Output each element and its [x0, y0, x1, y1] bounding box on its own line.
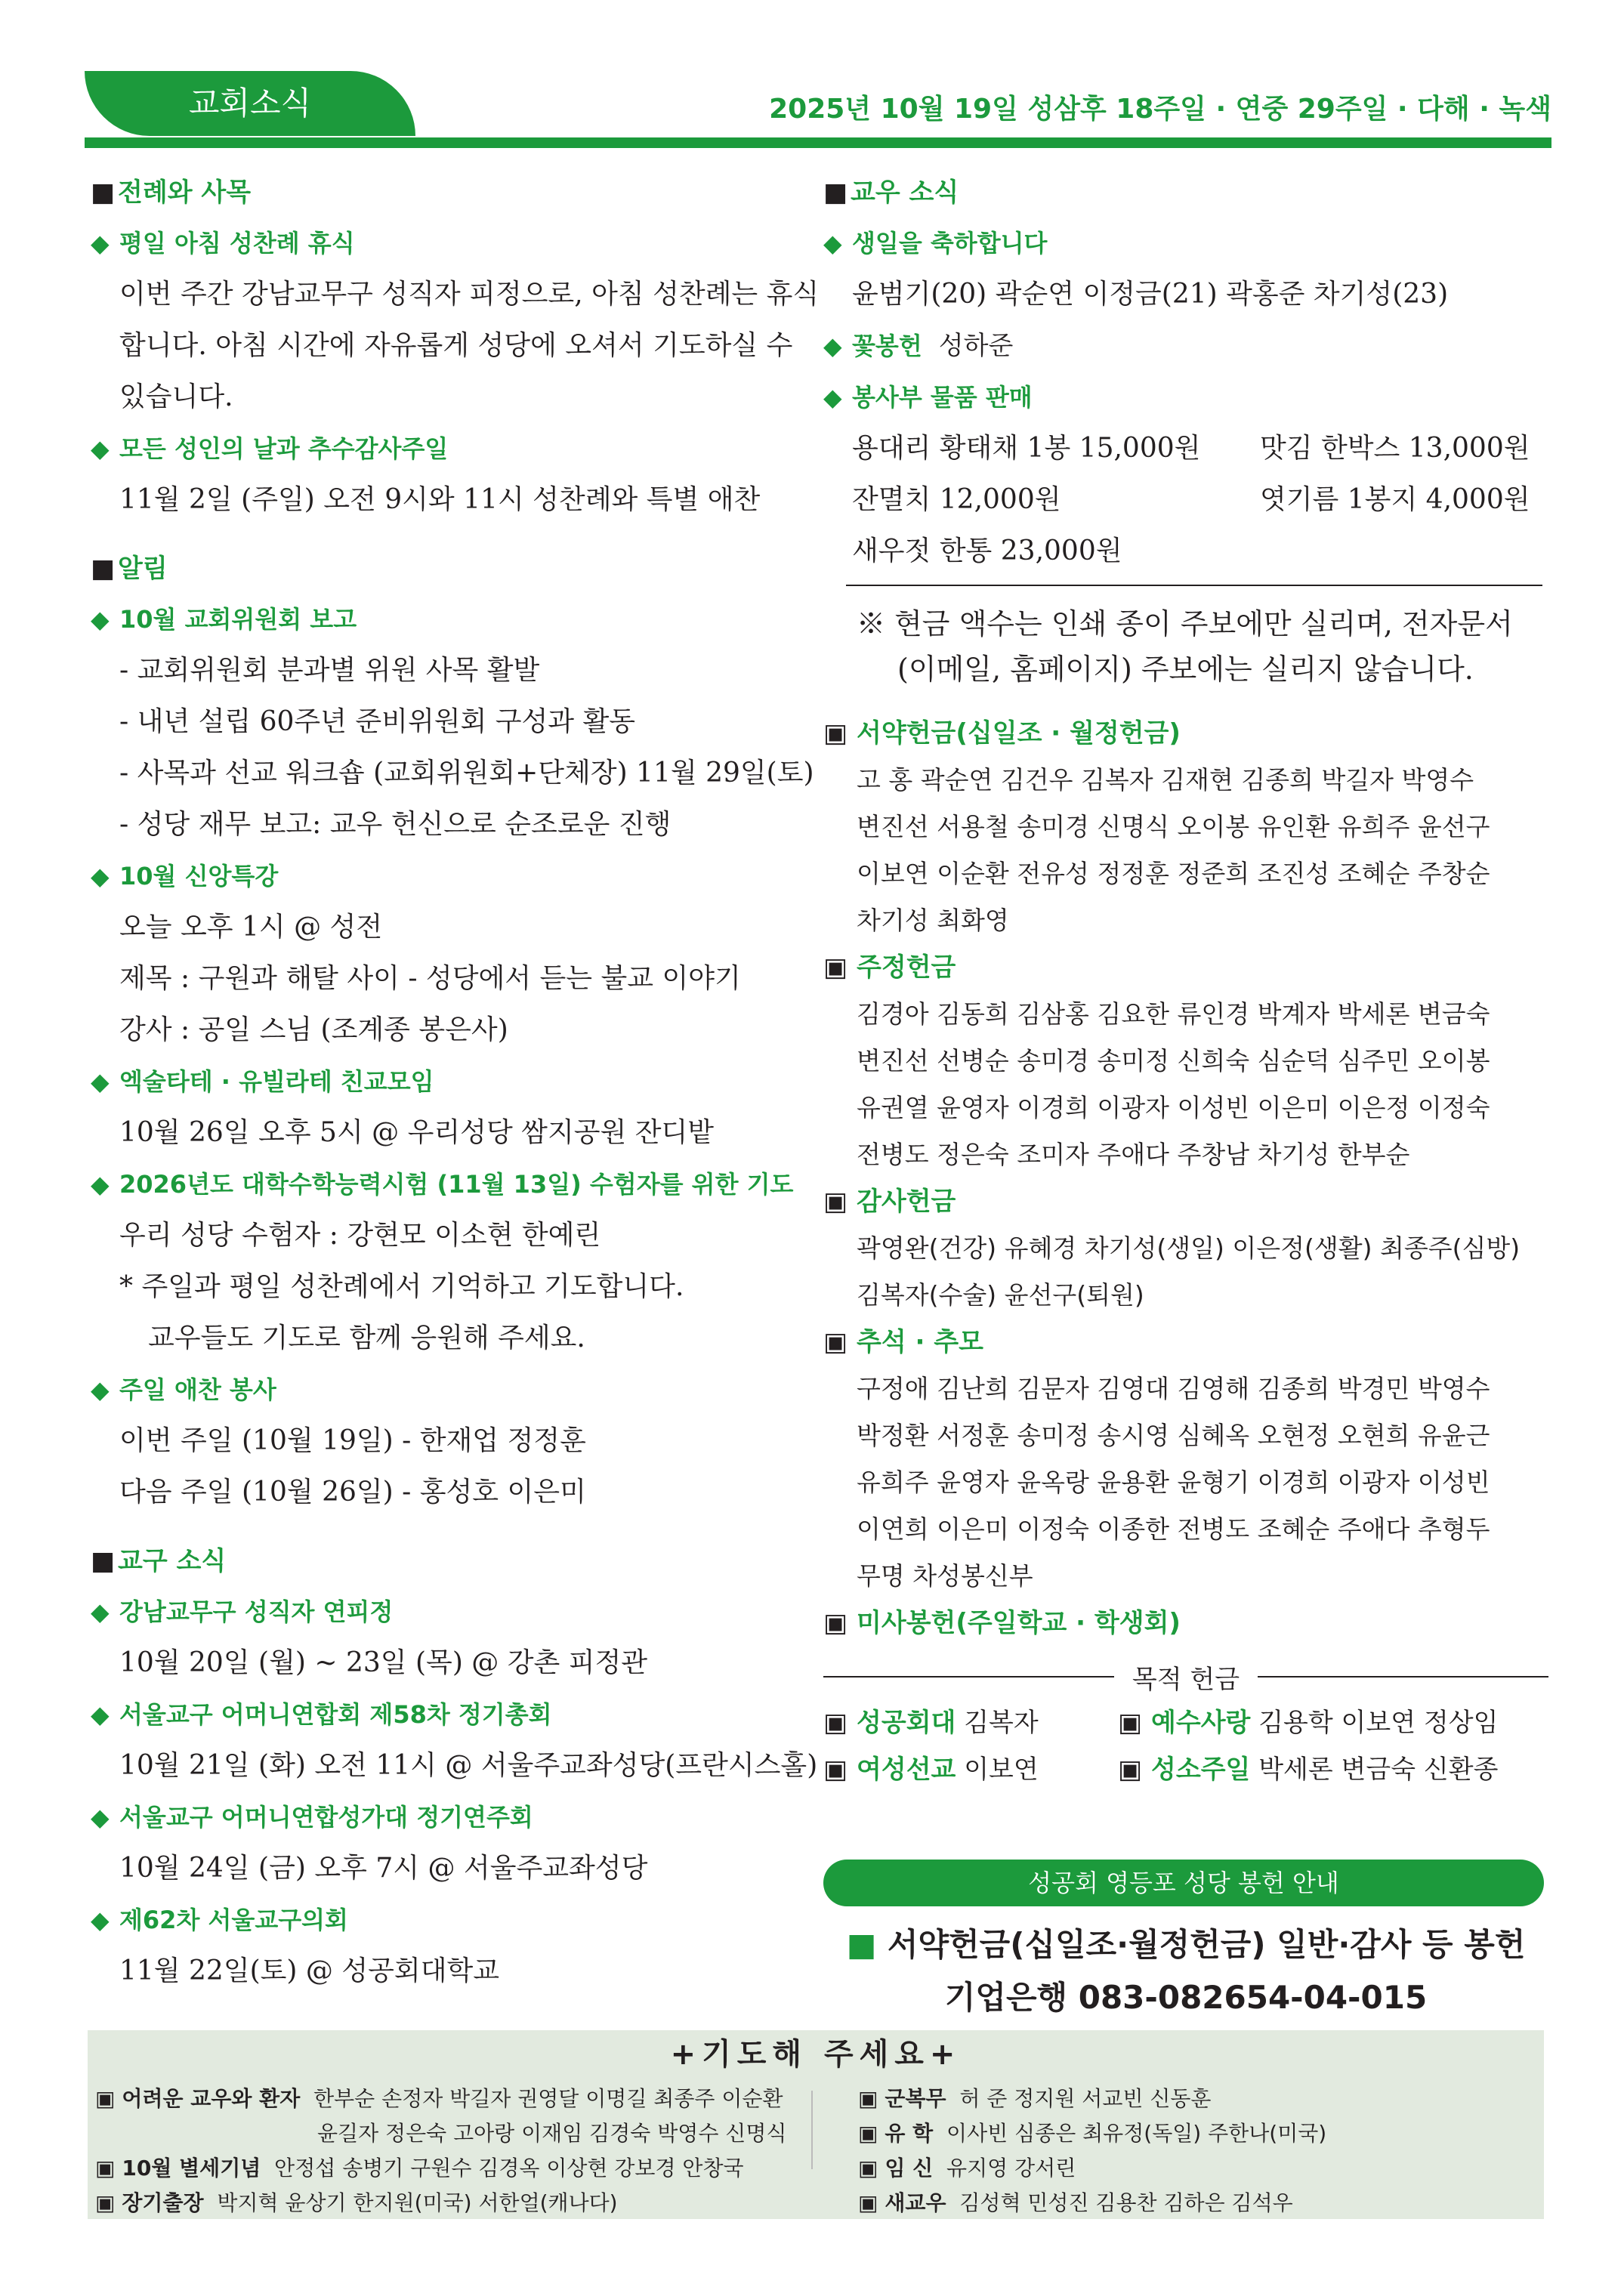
square-icon: ■ — [91, 1546, 116, 1576]
note-line: ※ 현금 액수는 인쇄 종이 주보에만 실리며, 전자문서 — [857, 607, 1513, 640]
text-line: 이번 주일 (10월 19일) - 한재업 정정훈 — [119, 1425, 586, 1456]
prayer-title: +기도해 주세요+ — [670, 2037, 962, 2072]
offering-heading: ▣ 추석 · 추모 — [823, 1319, 1548, 1366]
name-line: 이보연 이순환 전유성 정정훈 정준희 조진성 조혜순 주창순 — [857, 859, 1490, 888]
square-icon: ■ — [846, 1926, 877, 1963]
prayer-row: 윤길자 정은숙 고아랑 이재임 김경숙 박영수 신명식 — [317, 2121, 787, 2146]
name-line: 변진선 서용철 송미경 신명식 오이봉 유인환 유희주 윤선구 — [857, 812, 1490, 841]
name-line: 이연희 이은미 이정숙 이종한 전병도 조혜순 주애다 추형두 — [857, 1514, 1490, 1544]
section-heading-notices: ■ 알림 — [91, 544, 816, 594]
note-line: (이메일, 홈페이지) 주보에는 실리지 않습니다. — [897, 653, 1474, 686]
sale-row: 용대리 황태채 1봉 15,000원 맛김 한박스 13,000원 — [852, 433, 1530, 464]
text-line: - 교회위원회 분과별 위원 사목 활발 — [119, 655, 540, 686]
boxed-square-icon: ▣ — [858, 2086, 878, 2111]
name-line: 박정환 서정훈 송미정 송시영 심혜옥 오현정 오현희 유윤근 — [857, 1421, 1490, 1450]
bank-account: 기업은행 083-082654-04-015 — [944, 1979, 1428, 2016]
name-line: 차기성 최화영 — [857, 906, 1009, 935]
text-line: 10월 24일 (금) 오후 7시 @ 서울주교좌성당 — [119, 1853, 648, 1884]
text-line: 이번 주간 강남교무구 성직자 피정으로, 아침 성찬례는 휴식 — [119, 279, 820, 310]
offering-heading: ▣ 미사봉헌(주일학교 · 학생회) — [823, 1600, 1548, 1647]
right-column — [823, 168, 1548, 1793]
prayer-row: ▣ 군복무 허 준 정지원 서교빈 신동훈 — [858, 2086, 1212, 2111]
item-title: ◆ 서울교구 어머니연합회 제58차 정기총회 — [91, 1689, 816, 1740]
item-title: ◆ 주일 애찬 봉사 — [91, 1364, 816, 1415]
prayer-row: ▣ 새교우 김성혁 민성진 김용찬 김하은 김석우 — [858, 2190, 1293, 2215]
divider — [846, 585, 1542, 586]
prayer-row: ▣ 임 신 유지영 강서린 — [858, 2156, 1076, 2181]
name-line: 곽영완(건강) 유혜경 차기성(생일) 이은정(생활) 최종주(심방) — [857, 1233, 1521, 1263]
item-title: ◆ 생일을 축하합니다 — [823, 218, 1548, 269]
text-line: 10월 21일 (화) 오전 11시 @ 서울주교좌성당(프란시스홀) — [119, 1750, 818, 1781]
boxed-square-icon: ▣ — [858, 2190, 878, 2215]
name-line: 김복자(수술) 윤선구(퇴원) — [857, 1280, 1144, 1310]
text-line: 우리 성당 수험자 : 강현모 이소현 한예린 — [119, 1220, 601, 1251]
diamond-icon: ◆ — [91, 1067, 110, 1096]
prayer-row: ▣ 어려운 교우와 환자 한부순 손정자 박길자 권영달 이명길 최종주 이순환 — [95, 2086, 783, 2111]
boxed-square-icon: ▣ — [1118, 1708, 1143, 1738]
section-heading-diocese: ■ 교구 소식 — [91, 1536, 816, 1586]
header-tab: 교회소식 — [85, 71, 415, 136]
boxed-square-icon: ▣ — [823, 1755, 848, 1785]
square-icon: ■ — [91, 554, 116, 584]
name-line: 고 홍 곽순연 김건우 김복자 김재현 김종희 박길자 박영수 — [857, 765, 1474, 795]
name-line: 구정애 김난희 김문자 김영대 김영해 김종희 박경민 박영수 — [857, 1374, 1490, 1403]
diamond-icon: ◆ — [823, 383, 842, 412]
diamond-icon: ◆ — [91, 1375, 110, 1404]
diamond-icon: ◆ — [823, 332, 842, 360]
item-title: ◆ 10월 교회위원회 보고 — [91, 594, 816, 645]
item-title: ◆ 평일 아침 성찬례 휴식 — [91, 218, 816, 269]
item-title: ◆ 서울교구 어머니연합성가대 정기연주회 — [91, 1792, 816, 1843]
square-icon: ■ — [91, 177, 116, 208]
text-line: 있습니다. — [119, 381, 233, 412]
boxed-square-icon: ▣ — [823, 1708, 848, 1738]
text-line: - 성당 재무 보고: 교우 헌신으로 순조로운 진행 — [119, 809, 672, 840]
diamond-icon: ◆ — [91, 1700, 110, 1729]
text-line: 11월 22일(토) @ 성공회대학교 — [119, 1955, 500, 1986]
header-date: 2025년 10월 19일 성삼후 18주일 · 연중 29주일 · 다해 · 녹색 — [769, 94, 1551, 125]
divider — [811, 2091, 813, 2169]
purpose-row: ▣ 성공회대 김복자 ▣ 예수사랑 김용학 이보연 정상임 — [823, 1699, 1548, 1746]
text-line: 교우들도 기도로 함께 응원해 주세요. — [148, 1323, 585, 1353]
section-heading-liturgy: ■ 전례와 사목 — [91, 168, 816, 218]
diamond-icon: ◆ — [91, 1906, 110, 1934]
offering-heading: ▣ 서약헌금(십일조 · 월정헌금) — [823, 710, 1548, 757]
boxed-square-icon: ▣ — [95, 2190, 116, 2215]
item-title: ◆ 봉사부 물품 판매 — [823, 372, 1548, 423]
name-line: 변진선 선병순 송미경 송미정 신희숙 심순덕 심주민 오이봉 — [857, 1046, 1490, 1076]
offering-heading: ▣ 감사헌금 — [823, 1178, 1548, 1225]
text-line: 강사 : 공일 스님 (조계종 봉은사) — [119, 1014, 508, 1045]
diamond-icon: ◆ — [91, 1597, 110, 1626]
boxed-square-icon: ▣ — [823, 1608, 848, 1638]
offering-guide-banner: 성공회 영등포 성당 봉헌 안내 — [823, 1860, 1544, 1906]
text-line: 10월 20일 (월) ~ 23일 (목) @ 강촌 피정관 — [119, 1647, 648, 1678]
name-line: 김경아 김동희 김삼홍 김요한 류인경 박계자 박세론 변금숙 — [857, 999, 1490, 1029]
item-title: ◆ 모든 성인의 날과 추수감사주일 — [91, 423, 816, 474]
diamond-icon: ◆ — [91, 434, 110, 463]
text-line: - 내년 설립 60주년 준비위원회 구성과 활동 — [119, 706, 636, 737]
diamond-icon: ◆ — [823, 229, 842, 258]
diamond-icon: ◆ — [91, 1170, 110, 1199]
name-line: 유희주 윤영자 윤옥랑 윤용환 윤형기 이경희 이광자 이성빈 — [857, 1468, 1490, 1497]
item-title: ◆ 10월 신앙특강 — [91, 850, 816, 902]
section-heading-members: ■ 교우 소식 — [823, 168, 1548, 218]
boxed-square-icon: ▣ — [823, 1327, 848, 1357]
boxed-square-icon: ▣ — [823, 952, 848, 983]
text-line: 오늘 오후 1시 @ 성전 — [119, 912, 383, 943]
text-line: * 주일과 평일 성찬례에서 기억하고 기도합니다. — [119, 1271, 684, 1302]
prayer-row: ▣ 유 학 이사빈 심종은 최유정(독일) 주한나(미국) — [858, 2121, 1327, 2146]
boxed-square-icon: ▣ — [823, 1187, 848, 1217]
boxed-square-icon: ▣ — [858, 2121, 878, 2146]
text-line: 합니다. 아침 시간에 자유롭게 성당에 오셔서 기도하실 수 — [119, 330, 793, 361]
header-rule — [85, 137, 1551, 148]
item-title: ◆ 제62차 서울교구의회 — [91, 1894, 816, 1946]
diamond-icon: ◆ — [91, 862, 110, 890]
diamond-icon: ◆ — [91, 229, 110, 258]
boxed-square-icon: ▣ — [95, 2086, 116, 2111]
purpose-row: ▣ 여성선교 이보연 ▣ 성소주일 박세론 변금숙 신환종 — [823, 1746, 1548, 1793]
text-line: 윤범기(20) 곽순연 이정금(21) 곽홍준 차기성(23) — [852, 279, 1449, 310]
name-line: 전병도 정은숙 조미자 주애다 주창남 차기성 한부순 — [857, 1140, 1410, 1169]
diamond-icon: ◆ — [91, 1803, 110, 1832]
item-title: ◆ 강남교무구 성직자 연피정 — [91, 1586, 816, 1637]
text-line: 10월 26일 오후 5시 @ 우리성당 쌈지공원 잔디밭 — [119, 1117, 715, 1148]
sale-row: 잔멸치 12,000원 엿기름 1봉지 4,000원 — [852, 484, 1530, 515]
purpose-divider: 목적 헌금 — [823, 1654, 1548, 1699]
name-line: 유권열 윤영자 이경희 이광자 이성빈 이은미 이은정 이정숙 — [857, 1093, 1490, 1122]
square-icon: ■ — [823, 177, 848, 208]
text-line: 11월 2일 (주일) 오전 9시와 11시 성찬례와 특별 애찬 — [119, 484, 761, 515]
boxed-square-icon: ▣ — [95, 2156, 116, 2181]
prayer-row: ▣ 장기출장 박지혁 윤상기 한지원(미국) 서한얼(캐나다) — [95, 2190, 618, 2215]
offering-info: ■ 서약헌금(십일조·월정헌금) 일반·감사 등 봉헌 기업은행 083-082654-04-015 — [823, 1918, 1548, 2024]
boxed-square-icon: ▣ — [1118, 1755, 1143, 1785]
item-title: ◆ 꽃봉헌 성하준 — [823, 320, 1548, 372]
offering-heading: ▣ 주정헌금 — [823, 944, 1548, 991]
prayer-box — [88, 2030, 1544, 2219]
left-column — [91, 168, 820, 1997]
text-line: 다음 주일 (10월 26일) - 홍성호 이은미 — [119, 1477, 586, 1508]
name-line: 무명 차성봉신부 — [857, 1561, 1033, 1591]
item-title: ◆ 2026년도 대학수학능력시험 (11월 13일) 수험자를 위한 기도 — [91, 1159, 816, 1210]
boxed-square-icon: ▣ — [858, 2156, 878, 2181]
item-title: ◆ 엑술타테 · 유빌라테 친교모임 — [91, 1056, 816, 1107]
text-line: 새우젓 한통 23,000원 — [852, 536, 1122, 566]
prayer-row: ▣ 10월 별세기념 안정섭 송병기 구원수 김경옥 이상현 강보경 안창국 — [95, 2156, 744, 2181]
prayer-left — [95, 2082, 786, 2221]
prayer-right — [858, 2082, 1326, 2221]
text-line: 제목 : 구원과 해탈 사이 - 성당에서 듣는 불교 이야기 — [119, 963, 741, 994]
boxed-square-icon: ▣ — [823, 718, 848, 748]
diamond-icon: ◆ — [91, 605, 110, 634]
text-line: - 사목과 선교 워크숍 (교회위원회+단체장) 11월 29일(토) — [119, 758, 814, 789]
